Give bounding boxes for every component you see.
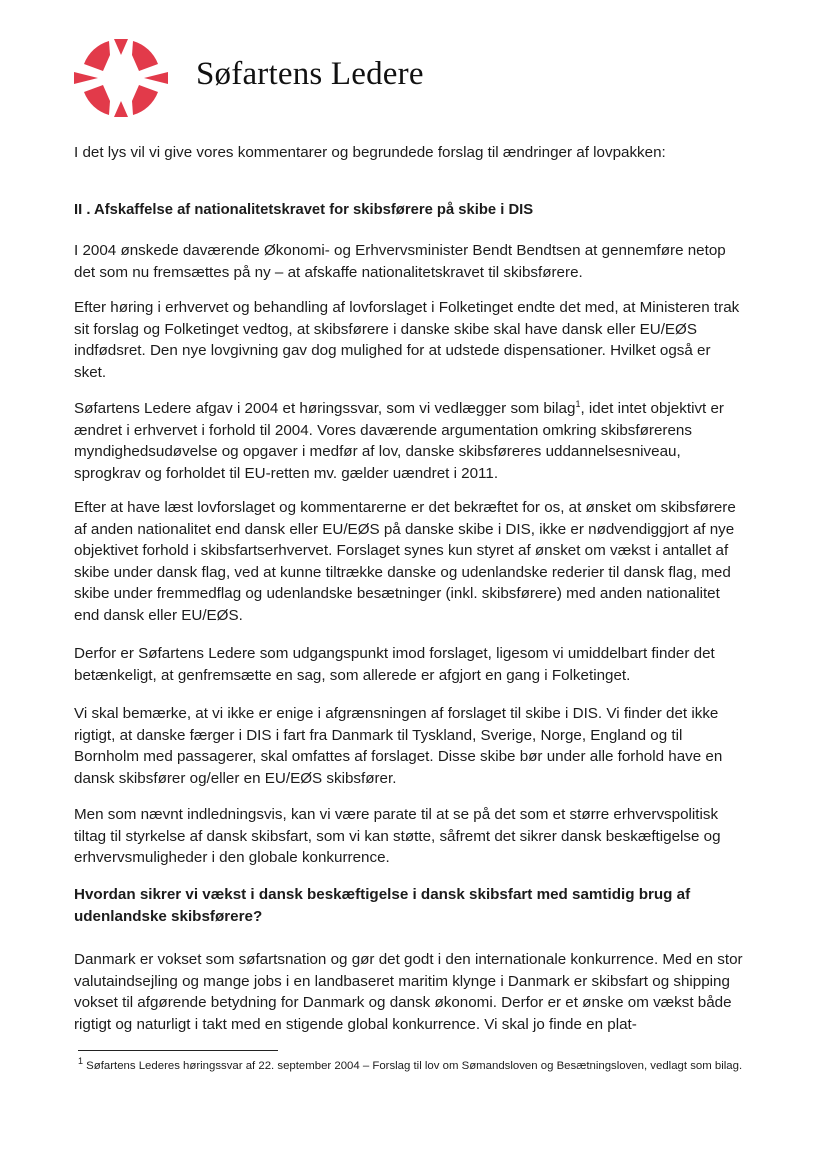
intro-paragraph: I det lys vil vi give vores kommentarer og begrundede forslag til ændringer af lovpakken: [74, 144, 666, 161]
footnote-marker: 1 [78, 1056, 84, 1067]
paragraph-7: Men som nævnt indledningsvis, kan vi være parate til at se på det som et større erhvervspolitisk tiltag til styrkelse af dansk skibsfart, som vi kan støtte, såfremt det sikrer dansk beskæftigelse og erhvervsmuligheder i den globale konkurrence. [74, 806, 721, 866]
footnote-reference: 1 [575, 398, 581, 409]
footnote [78, 1058, 748, 1075]
paragraph-6: Vi skal bemærke, at vi ikke er enige i afgrænsningen af forslaget til skibe i DIS. Vi finder det ikke rigtigt, at danske færger i DIS i fart fra Danmark til Tyskland, Sverige, Norge, England og til Bornholm med passagerer, skal omfattes af forslaget. Disse skibe bør under alle forhold have en dansk skibsfører og/eller en EU/EØS skibsfører. [74, 705, 723, 787]
paragraph-8: Danmark er vokset som søfartsnation og gør det godt i den internationale konkurrence. Med en stor valutaindsejling og mange jobs i en landbaseret maritim klynge i Danmark er skibsfart og shipping vokset til afgørende betydning for Danmark og dansk økonomi. Derfor er et ønske om vækst både rigtigt og naturligt i takt med en stigende global konkurrence. Vi skal jo finde en plat- [74, 951, 743, 1033]
compass-logo-icon [72, 38, 170, 118]
paragraph-1: I 2004 ønskede daværende Økonomi- og Erhvervsminister Bendt Bendtsen at gennemføre netop det som nu fremsættes på ny – at afskaffe nationalitetskravet til skibsførere. [74, 242, 726, 281]
footnote-divider [78, 1050, 278, 1051]
paragraph-2: Efter høring i erhvervet og behandling af lovforslaget i Folketinget endte det med, at Ministeren trak sit forslag og Folketinget vedtog, at skibsførere i danske skibe skal have dansk eller EU/EØS indfødsret. Den nye lovgivning gav dog mulighed for at udstede dispensationer. Hvilket også er sket. [74, 299, 740, 381]
paragraph-5: Derfor er Søfartens Ledere som udgangspunkt imod forslaget, ligesom vi umiddelbart finder det betænkeligt, at genfremsætte en sag, som allerede er afgjort en gang i Folketinget. [74, 645, 715, 684]
subheading: Hvordan sikrer vi vækst i dansk beskæftigelse i dansk skibsfart med samtidig brug af udenlandske skibsførere? [74, 886, 691, 925]
paragraph-3 [74, 398, 746, 484]
org-name: Søfartens Ledere [196, 56, 424, 92]
letterhead [72, 38, 472, 120]
paragraph-4: Efter at have læst lovforslaget og kommentarerne er det bekræftet for os, at ønsket om skibsførere af anden nationalitet end dansk eller EU/EØS på danske skibe i DIS, ikke er nødvendiggjort af nye objektivet forhold i skibsfartserhvervet. Forslaget synes kun styret af ønsket om vækst i antallet af skibe under dansk flag, ved at kunne tiltrække danske og udenlandske rederier til dansk flag, med skibe under fremmedflag og udenlandske besætninger (inkl. skibsførere) med anden nationalitet end dansk eller EU/EØS. [74, 499, 736, 624]
section-heading: II . Afskaffelse af nationalitetskravet for skibsførere på skibe i DIS [74, 202, 534, 218]
paragraph-3-end: , idet intet objektivt er ændret i erhvervet i forhold til 2004. Vores daværende argumentation omkring skibsførerens myndighedsudøvelse og opgaver i medfør af lov, danske skibsføreres uddannelsesniveau, sprogkrav og forholdet til EU-retten mv. gælder uændret i 2011. [74, 400, 724, 482]
paragraph-3-start: Søfartens Ledere afgav i 2004 et høringssvar, som vi vedlægger som bilag [74, 400, 576, 417]
footnote-text: Søfartens Lederes høringssvar af 22. september 2004 – Forslag til lov om Sømandsloven og Besætningsloven, vedlagt som bilag. [83, 1060, 743, 1072]
